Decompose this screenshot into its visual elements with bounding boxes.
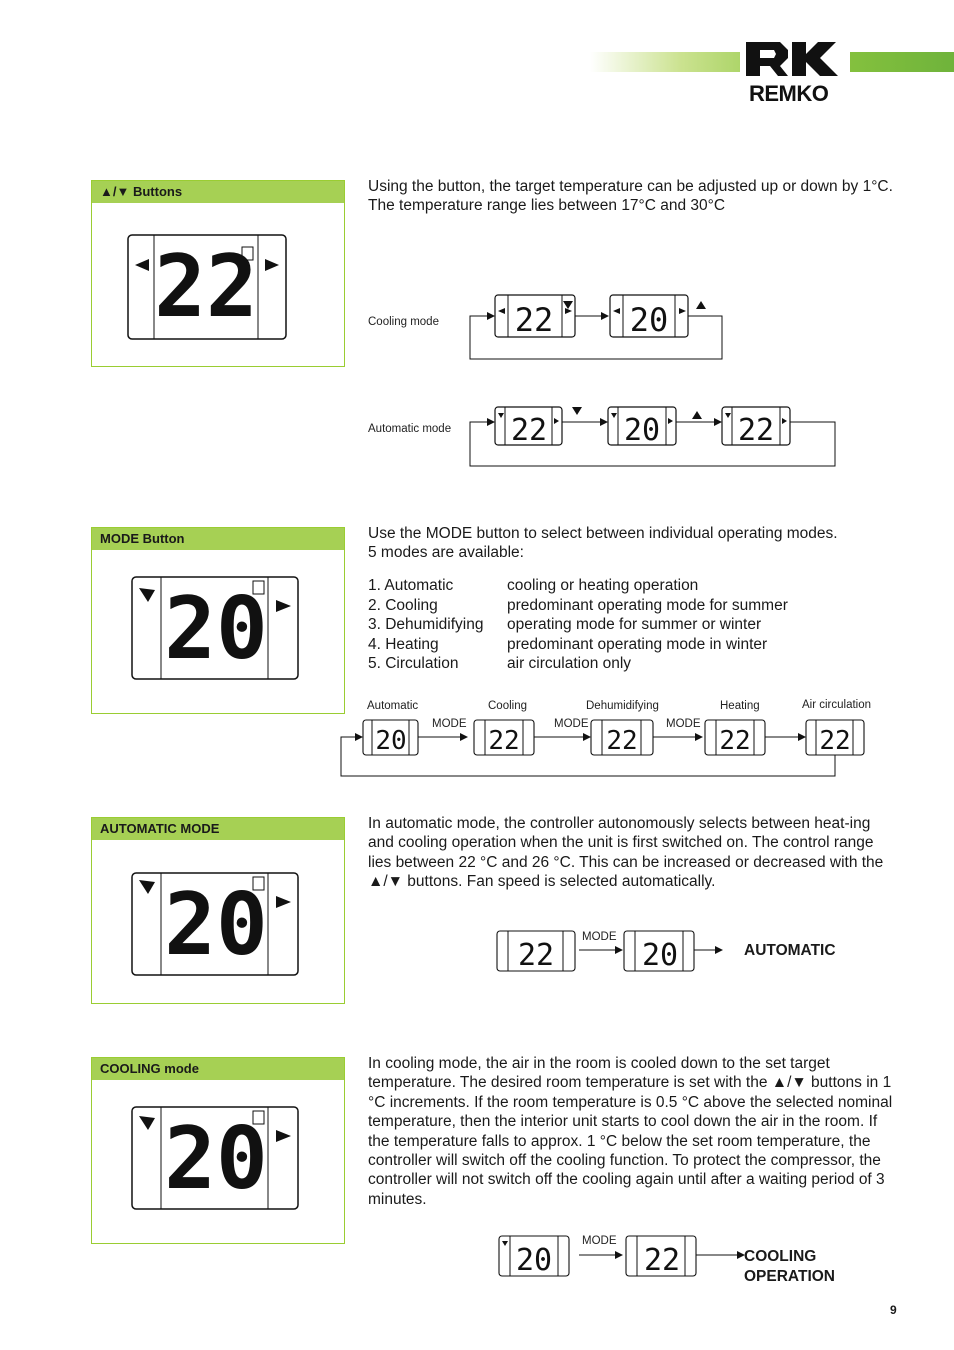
mode-lcd-display [131, 576, 299, 680]
chain-display-4 [705, 720, 765, 756]
automatic-result-label: AUTOMATIC [744, 942, 836, 959]
automatic-to-display [624, 931, 694, 973]
cooling-seq-display-1 [495, 295, 575, 339]
chain-display-2 [474, 720, 534, 756]
chain-label-dehumidifying: Dehumidifying [586, 700, 659, 712]
chain-label-automatic: Automatic [367, 700, 419, 712]
automatic-lcd-value: 20 [164, 875, 268, 975]
buttons-panel [91, 180, 345, 367]
mode-header: MODE Button [92, 528, 344, 550]
automatic-lcd-display [131, 872, 299, 976]
mode-description-1: Use the MODE button to select between individual operating modes. [368, 525, 838, 542]
mode-row: 4. Heating predominant operating mode in winter [368, 635, 768, 653]
buttons-lcd-display [127, 234, 287, 340]
svg-text:22: 22 [719, 726, 751, 756]
chain-display-3 [591, 720, 653, 756]
svg-text:22: 22 [606, 726, 638, 756]
automatic-header: AUTOMATIC MODE [92, 818, 344, 840]
cooling-to-display [626, 1236, 696, 1278]
cooling-description: In cooling mode, the air in the room is cooled down to the set target temperature. The desired room temperature is set with the ▲/▼ buttons in 1 °C increments. If the room temperature is 0.5 °C above the selected nominal temperature, then the interior unit starts to cool down the air in the room. If the temperature falls to approx. 1 °C below the set room temperature, the controller will switch off the cooling function. To protect the compressor, the controller will not switch off the cooling again until after a waiting period of 3 minutes. [368, 1055, 893, 1208]
chain-label-cooling: Cooling [488, 700, 527, 712]
mode-panel [91, 527, 345, 714]
cooling-from-display [499, 1236, 569, 1278]
page-number: 9 [890, 1303, 897, 1317]
mode-lcd-value: 20 [164, 579, 268, 679]
automatic-from-display [497, 931, 575, 973]
modes-list [368, 576, 788, 674]
cooling-panel [91, 1057, 345, 1244]
mode-row: 2. Cooling predominant operating mode for summer [368, 596, 788, 614]
automatic-switch-diagram [495, 928, 735, 974]
buttons-description: Using the button, the target temperature can be adjusted up or down by 1°C. The temperature range lies between 17°C and 30°C [368, 178, 893, 215]
chain-mode-word-2: MODE [554, 718, 589, 730]
chain-label-air-circulation: Air circulation [802, 699, 872, 711]
svg-text:20: 20 [515, 1243, 553, 1278]
buttons-sequence-diagram [460, 285, 880, 485]
chain-mode-word-1: MODE [432, 718, 467, 730]
svg-text:22: 22 [819, 726, 851, 756]
cooling-header: COOLING mode [92, 1058, 344, 1080]
automatic-mode-label: Automatic mode [368, 423, 452, 435]
mode-chain-diagram [335, 715, 875, 795]
svg-text:20: 20 [641, 938, 679, 973]
automatic-description: In automatic mode, the controller autonomously selects between heat-ing and cooling operation when the unit is first switched on. The control range lies between 22 °C and 26 °C. This can be increased or decreased with the ▲/▼ buttons. Fan speed is selected automatically. [368, 815, 884, 891]
buttons-header: ▲/▼ Buttons [92, 181, 344, 203]
cooling-result-label-2: OPERATION [744, 1268, 835, 1285]
cooling-result-label-1: COOLING [744, 1248, 817, 1265]
svg-text:20: 20 [375, 726, 407, 756]
automatic-mode-word: MODE [582, 931, 617, 943]
cooling-seq-display-2 [610, 295, 688, 339]
svg-text:22: 22 [488, 726, 520, 756]
svg-text:22: 22 [643, 1243, 681, 1278]
brand-name: REMKO [749, 81, 829, 106]
mode-row: 3. Dehumidifying operating mode for summer or winter [368, 616, 762, 634]
automatic-seq-display-3 [722, 407, 790, 448]
chain-display-1 [363, 720, 418, 756]
chain-mode-word-3: MODE [666, 718, 701, 730]
mode-row: 5. Circulation air circulation only [368, 655, 632, 673]
cooling-seq-value-2: 20 [629, 301, 669, 339]
mode-row: 1. Automatic cooling or heating operation [368, 577, 699, 594]
cooling-switch-diagram [497, 1233, 757, 1279]
cooling-mode-label: Cooling mode [368, 316, 439, 328]
automatic-seq-display-2 [608, 407, 676, 448]
automatic-seq-value-1: 22 [510, 413, 548, 448]
automatic-seq-display-1 [495, 407, 562, 448]
mode-description-2: 5 modes are available: [368, 544, 524, 561]
chain-label-heating: Heating [720, 700, 760, 712]
cooling-lcd-value: 20 [164, 1109, 268, 1209]
chain-display-5 [806, 720, 864, 756]
cooling-mode-word: MODE [582, 1235, 617, 1247]
automatic-seq-value-2: 20 [623, 413, 661, 448]
automatic-seq-value-3: 22 [737, 413, 775, 448]
buttons-lcd-value: 22 [154, 237, 258, 337]
svg-text:22: 22 [517, 938, 555, 973]
automatic-panel [91, 817, 345, 1004]
cooling-seq-value-1: 22 [514, 301, 554, 339]
cooling-lcd-display [131, 1106, 299, 1210]
